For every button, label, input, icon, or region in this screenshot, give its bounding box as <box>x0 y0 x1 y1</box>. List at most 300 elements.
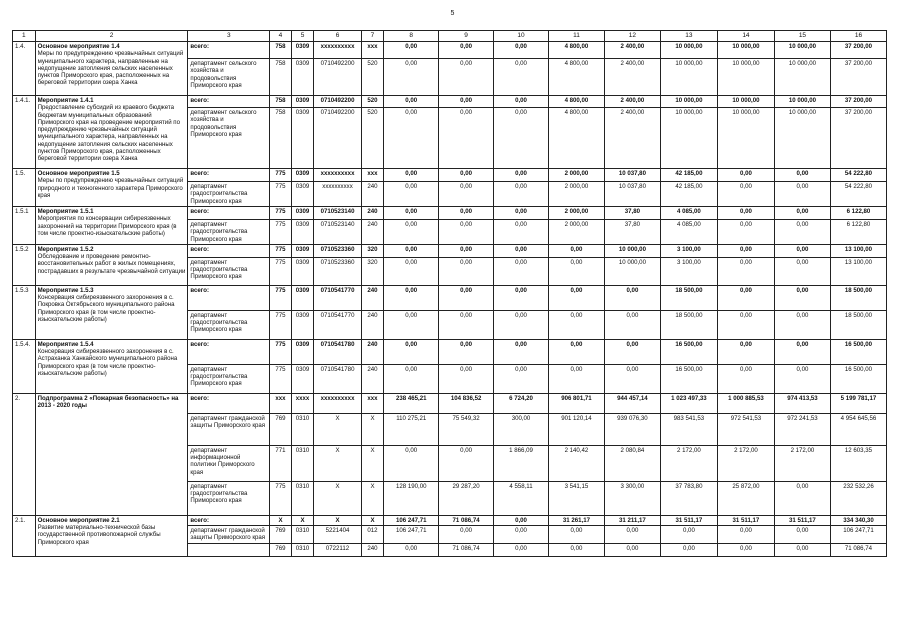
code-cell: 240 <box>361 207 384 220</box>
code-cell: 0309 <box>291 169 314 182</box>
amount-cell: 0,00 <box>774 169 830 182</box>
header-cell: 13 <box>660 31 717 42</box>
code-cell: X <box>314 445 361 481</box>
amount-cell: 18 500,00 <box>830 285 886 310</box>
amount-cell: 4 800,00 <box>548 96 604 108</box>
code-cell: 769 <box>270 413 292 445</box>
code-cell: 012 <box>361 526 384 544</box>
amount-cell: 0,00 <box>604 285 660 310</box>
code-cell: 240 <box>361 339 384 364</box>
amount-cell: 1 023 497,33 <box>660 393 717 413</box>
amount-cell: 4 954 645,56 <box>830 413 886 445</box>
amount-cell: 42 185,00 <box>660 182 717 207</box>
amount-cell: 0,00 <box>717 182 774 207</box>
amount-cell: 0,00 <box>439 96 494 108</box>
code-cell: X <box>314 413 361 445</box>
code-cell: 0710523360 <box>314 257 361 285</box>
amount-cell: 0,00 <box>494 285 549 310</box>
header-cell: 9 <box>439 31 494 42</box>
code-cell: 0710541770 <box>314 310 361 339</box>
amount-cell: 0,00 <box>774 244 830 257</box>
amount-cell: 10 000,00 <box>717 96 774 108</box>
amount-cell: 0,00 <box>548 257 604 285</box>
code-cell: 0710492200 <box>314 96 361 108</box>
code-cell: 0710541780 <box>314 339 361 364</box>
code-cell: X <box>291 515 314 525</box>
amount-cell: 0,00 <box>384 207 439 220</box>
amount-cell: 31 511,17 <box>717 515 774 525</box>
amount-cell: 2 400,00 <box>604 108 660 169</box>
executor-label: департамент градостроительства Приморского края <box>188 182 270 207</box>
amount-cell: 0,00 <box>774 220 830 245</box>
executor-label: департамент градостроительства Приморского края <box>188 364 270 393</box>
amount-cell: 104 836,52 <box>439 393 494 413</box>
executor-label: всего: <box>188 42 270 59</box>
amount-cell: 0,00 <box>548 543 604 556</box>
amount-cell: 16 500,00 <box>660 364 717 393</box>
activity-description: Меры по предупреждению чрезвычайных ситуаций муниципального характера, направленные на недопущение затопления сельских населенных пунктов Приморского края, расположенных на береговой территории озера Ханка <box>37 50 184 87</box>
header-cell: 1 <box>13 31 36 42</box>
activity-name <box>35 42 188 96</box>
code-cell: 0710492200 <box>314 108 361 169</box>
activity-name <box>35 515 188 556</box>
amount-cell: 37,80 <box>604 220 660 245</box>
amount-cell: 10 000,00 <box>774 96 830 108</box>
amount-cell: 0,00 <box>439 257 494 285</box>
code-cell: 5221404 <box>314 526 361 544</box>
amount-cell: 0,00 <box>774 257 830 285</box>
amount-cell: 0,00 <box>384 220 439 245</box>
amount-cell: 3 541,15 <box>548 481 604 515</box>
amount-cell: 0,00 <box>774 543 830 556</box>
amount-cell: 10 000,00 <box>774 42 830 59</box>
code-cell: 240 <box>361 310 384 339</box>
code-cell: X <box>361 481 384 515</box>
amount-cell: 10 037,80 <box>604 169 660 182</box>
amount-cell: 0,00 <box>548 526 604 544</box>
amount-cell: 0,00 <box>604 526 660 544</box>
amount-cell: 0,00 <box>494 42 549 59</box>
code-cell: 0309 <box>291 108 314 169</box>
code-cell: xxx <box>361 42 384 59</box>
amount-cell: 0,00 <box>717 257 774 285</box>
code-cell: 775 <box>270 244 292 257</box>
amount-cell: 1 866,09 <box>494 445 549 481</box>
table-row <box>13 42 887 59</box>
amount-cell: 0,00 <box>494 59 549 96</box>
amount-cell: 0,00 <box>604 310 660 339</box>
executor-label: департамент градостроительства Приморского края <box>188 257 270 285</box>
header-cell: 7 <box>361 31 384 42</box>
amount-cell: 0,00 <box>384 285 439 310</box>
amount-cell: 0,00 <box>384 445 439 481</box>
row-number: 1.5.3 <box>13 285 36 339</box>
code-cell: 758 <box>270 59 292 96</box>
code-cell: 775 <box>270 285 292 310</box>
amount-cell: 13 100,00 <box>830 244 886 257</box>
code-cell: 0710541780 <box>314 364 361 393</box>
amount-cell: 10 000,00 <box>604 244 660 257</box>
code-cell: 0309 <box>291 364 314 393</box>
amount-cell: 37 200,00 <box>830 96 886 108</box>
amount-cell: 106 247,71 <box>384 515 439 525</box>
activity-title: Основное мероприятие 2.1 <box>37 516 120 524</box>
header-cell: 10 <box>494 31 549 42</box>
amount-cell: 901 120,14 <box>548 413 604 445</box>
amount-cell: 0,00 <box>717 220 774 245</box>
executor-label: департамент гражданской защиты Приморского края <box>188 413 270 445</box>
row-number: 2.1. <box>13 515 36 556</box>
code-cell: 0309 <box>291 59 314 96</box>
activity-description: Развитие материально-технической базы государственной противопожарной службы Приморского края <box>37 524 161 546</box>
code-cell: 758 <box>270 108 292 169</box>
amount-cell: 0,00 <box>717 207 774 220</box>
executor-label: всего: <box>188 285 270 310</box>
activity-description: Обследование и проведение ремонтно-восстановительных работ в жилых помещениях, пострадавших в результате чрезвычайной ситуации <box>37 253 186 275</box>
amount-cell: 2 000,00 <box>548 169 604 182</box>
amount-cell: 0,00 <box>494 310 549 339</box>
code-cell: 0710523140 <box>314 220 361 245</box>
amount-cell: 0,00 <box>384 182 439 207</box>
code-cell: 320 <box>361 244 384 257</box>
amount-cell: 71 086,74 <box>439 543 494 556</box>
table-row <box>13 244 887 257</box>
amount-cell: 0,00 <box>384 59 439 96</box>
amount-cell: 106 247,71 <box>384 526 439 544</box>
amount-cell: 110 275,21 <box>384 413 439 445</box>
amount-cell: 31 511,17 <box>774 515 830 525</box>
amount-cell: 0,00 <box>494 96 549 108</box>
amount-cell: 0,00 <box>494 339 549 364</box>
amount-cell: 0,00 <box>439 364 494 393</box>
code-cell: X <box>361 515 384 525</box>
amount-cell: 0,00 <box>494 108 549 169</box>
amount-cell: 18 500,00 <box>830 310 886 339</box>
code-cell: 0310 <box>291 413 314 445</box>
header-cell: 15 <box>774 31 830 42</box>
amount-cell: 0,00 <box>439 285 494 310</box>
activity-name <box>35 169 188 207</box>
code-cell: 0710523140 <box>314 207 361 220</box>
code-cell: 240 <box>361 285 384 310</box>
activity-title: Мероприятие 1.5.4 <box>37 340 94 348</box>
code-cell: 0310 <box>291 526 314 544</box>
amount-cell: 0,00 <box>439 220 494 245</box>
amount-cell: 0,00 <box>494 526 549 544</box>
amount-cell: 16 500,00 <box>660 339 717 364</box>
activity-name <box>35 244 188 285</box>
amount-cell: 0,00 <box>717 310 774 339</box>
amount-cell: 37 200,00 <box>830 59 886 96</box>
amount-cell: 0,00 <box>439 59 494 96</box>
activity-description: Мероприятия по консервации сибиреязвенных захоронений на территории Приморского края (в том числе проектно-изыскательские работы) <box>37 215 177 237</box>
amount-cell: 18 500,00 <box>660 310 717 339</box>
code-cell: 775 <box>270 169 292 182</box>
amount-cell: 0,00 <box>717 543 774 556</box>
code-cell: 0309 <box>291 244 314 257</box>
amount-cell: 13 100,00 <box>830 257 886 285</box>
amount-cell: 16 500,00 <box>830 339 886 364</box>
amount-cell: 31 211,17 <box>604 515 660 525</box>
code-cell: xxx <box>361 169 384 182</box>
code-cell: 758 <box>270 96 292 108</box>
code-cell: 775 <box>270 207 292 220</box>
amount-cell: 906 801,71 <box>548 393 604 413</box>
amount-cell: 37 783,80 <box>660 481 717 515</box>
executor-label: всего: <box>188 515 270 525</box>
amount-cell: 0,00 <box>604 339 660 364</box>
executor-label: департамент сельского хозяйства и продовольствия Приморского края <box>188 108 270 169</box>
amount-cell: 25 872,00 <box>717 481 774 515</box>
header-cell: 11 <box>548 31 604 42</box>
amount-cell: 37 200,00 <box>830 108 886 169</box>
activity-description: Консервация сибиреязвенного захоронения в с. Покровка Октябрьского муниципального района Приморского края (в том числе проектно-изыскательские работы) <box>37 294 175 324</box>
amount-cell: 2 140,42 <box>548 445 604 481</box>
code-cell: X <box>361 445 384 481</box>
activity-title: Мероприятие 1.5.3 <box>37 286 94 294</box>
amount-cell: 6 122,80 <box>830 220 886 245</box>
code-cell: xxxxxxxxxx <box>314 182 361 207</box>
code-cell: 240 <box>361 220 384 245</box>
activity-title: Мероприятие 1.5.1 <box>37 208 94 215</box>
amount-cell: 0,00 <box>774 285 830 310</box>
table-row <box>13 207 887 220</box>
amount-cell: 0,00 <box>717 244 774 257</box>
executor-label: всего: <box>188 244 270 257</box>
activity-title: Мероприятие 1.4.1 <box>37 97 94 104</box>
page-number: 5 <box>450 10 455 17</box>
amount-cell: 238 465,21 <box>384 393 439 413</box>
amount-cell: 0,00 <box>774 207 830 220</box>
activity-title: Основное мероприятие 1.5 <box>37 170 120 177</box>
amount-cell: 10 000,00 <box>660 42 717 59</box>
header-cell: 12 <box>604 31 660 42</box>
code-cell: xxxx <box>291 393 314 413</box>
amount-cell: 1 000 885,53 <box>717 393 774 413</box>
amount-cell: 0,00 <box>494 244 549 257</box>
executor-label: департамент градостроительства Приморского края <box>188 481 270 515</box>
activity-name <box>35 96 188 169</box>
amount-cell: 0,00 <box>384 96 439 108</box>
activity-description: Консервация сибиреязвенного захоронения в с. Астраханка Ханкайского муниципального района Приморского края (в том числе проектно-изыскательские работы) <box>37 348 178 378</box>
code-cell: 0309 <box>291 207 314 220</box>
amount-cell: 0,00 <box>774 339 830 364</box>
amount-cell: 10 000,00 <box>774 108 830 169</box>
amount-cell: 0,00 <box>660 526 717 544</box>
activity-title: Основное мероприятие 1.4 <box>37 43 120 50</box>
code-cell: 775 <box>270 220 292 245</box>
row-number: 1.5. <box>13 169 36 207</box>
amount-cell: 0,00 <box>439 310 494 339</box>
amount-cell: 0,00 <box>384 310 439 339</box>
amount-cell: 10 000,00 <box>660 108 717 169</box>
amount-cell: 300,00 <box>494 413 549 445</box>
row-number: 1.5.2 <box>13 244 36 285</box>
amount-cell: 0,00 <box>494 207 549 220</box>
header-row <box>13 31 887 42</box>
amount-cell: 4 085,00 <box>660 220 717 245</box>
amount-cell: 0,00 <box>439 182 494 207</box>
amount-cell: 2 172,00 <box>660 445 717 481</box>
amount-cell: 0,00 <box>717 526 774 544</box>
amount-cell: 54 222,80 <box>830 182 886 207</box>
amount-cell: 939 076,30 <box>604 413 660 445</box>
executor-label: всего: <box>188 96 270 108</box>
code-cell: xxx <box>270 393 292 413</box>
amount-cell: 10 000,00 <box>717 108 774 169</box>
table-row <box>13 515 887 525</box>
amount-cell: 75 549,32 <box>439 413 494 445</box>
amount-cell: 0,00 <box>384 169 439 182</box>
code-cell: 520 <box>361 96 384 108</box>
header-cell: 8 <box>384 31 439 42</box>
amount-cell: 972 541,53 <box>717 413 774 445</box>
amount-cell: 128 190,00 <box>384 481 439 515</box>
code-cell: xxxxxxxxxx <box>314 42 361 59</box>
amount-cell: 10 000,00 <box>660 96 717 108</box>
row-number: 2. <box>13 393 36 515</box>
amount-cell: 232 532,26 <box>830 481 886 515</box>
code-cell: X <box>361 413 384 445</box>
activity-name <box>35 393 188 515</box>
code-cell: 771 <box>270 445 292 481</box>
amount-cell: 2 000,00 <box>548 207 604 220</box>
code-cell: 0309 <box>291 96 314 108</box>
executor-label: департамент гражданской защиты Приморского края <box>188 526 270 544</box>
amount-cell: 974 413,53 <box>774 393 830 413</box>
amount-cell: 972 241,53 <box>774 413 830 445</box>
amount-cell: 0,00 <box>548 364 604 393</box>
amount-cell: 42 185,00 <box>660 169 717 182</box>
amount-cell: 10 000,00 <box>774 59 830 96</box>
table-row <box>13 339 887 364</box>
row-number: 1.5.4. <box>13 339 36 393</box>
executor-label: департамент градостроительства Приморского края <box>188 220 270 245</box>
header-cell: 6 <box>314 31 361 42</box>
amount-cell: 0,00 <box>439 339 494 364</box>
amount-cell: 0,00 <box>717 364 774 393</box>
amount-cell: 944 457,14 <box>604 393 660 413</box>
code-cell: 769 <box>270 543 292 556</box>
amount-cell: 4 800,00 <box>548 108 604 169</box>
executor-label: всего: <box>188 339 270 364</box>
code-cell: 758 <box>270 42 292 59</box>
amount-cell: 0,00 <box>548 285 604 310</box>
amount-cell: 3 100,00 <box>660 257 717 285</box>
code-cell: 0309 <box>291 257 314 285</box>
code-cell: xxxxxxxxxx <box>314 393 361 413</box>
amount-cell: 2 080,84 <box>604 445 660 481</box>
code-cell: 775 <box>270 182 292 207</box>
amount-cell: 2 172,00 <box>774 445 830 481</box>
budget-table <box>12 30 887 557</box>
amount-cell: 2 000,00 <box>548 182 604 207</box>
activity-title: Подпрограмма 2 «Пожарная безопасность» на 2013 - 2020 годы <box>37 394 179 410</box>
amount-cell: 0,00 <box>439 445 494 481</box>
amount-cell: 0,00 <box>439 526 494 544</box>
activity-name <box>35 339 188 393</box>
executor-label: департамент сельского хозяйства и продовольствия Приморского края <box>188 59 270 96</box>
code-cell: 240 <box>361 182 384 207</box>
amount-cell: 6 724,20 <box>494 393 549 413</box>
amount-cell: 0,00 <box>384 257 439 285</box>
amount-cell: 0,00 <box>384 364 439 393</box>
amount-cell: 6 122,80 <box>830 207 886 220</box>
amount-cell: 334 340,30 <box>830 515 886 525</box>
amount-cell: 983 541,53 <box>660 413 717 445</box>
amount-cell: 0,00 <box>604 543 660 556</box>
amount-cell: 0,00 <box>494 543 549 556</box>
amount-cell: 0,00 <box>494 257 549 285</box>
amount-cell: 0,00 <box>439 108 494 169</box>
amount-cell: 0,00 <box>548 244 604 257</box>
executor-label: всего: <box>188 207 270 220</box>
row-number: 1.4.1. <box>13 96 36 169</box>
amount-cell: 0,00 <box>494 364 549 393</box>
code-cell: 320 <box>361 257 384 285</box>
amount-cell: 71 086,74 <box>830 543 886 556</box>
amount-cell: 37 200,00 <box>830 42 886 59</box>
amount-cell: 0,00 <box>774 364 830 393</box>
amount-cell: 0,00 <box>494 515 549 525</box>
amount-cell: 12 603,35 <box>830 445 886 481</box>
row-number: 1.4. <box>13 42 36 96</box>
amount-cell: 0,00 <box>439 244 494 257</box>
amount-cell: 10 000,00 <box>717 59 774 96</box>
code-cell: X <box>314 481 361 515</box>
code-cell: 520 <box>361 59 384 96</box>
amount-cell: 0,00 <box>384 339 439 364</box>
amount-cell: 4 800,00 <box>548 42 604 59</box>
amount-cell: 0,00 <box>660 543 717 556</box>
code-cell: 0309 <box>291 220 314 245</box>
amount-cell: 0,00 <box>774 310 830 339</box>
amount-cell: 0,00 <box>717 339 774 364</box>
amount-cell: 0,00 <box>384 543 439 556</box>
code-cell: 775 <box>270 364 292 393</box>
header-cell: 3 <box>188 31 270 42</box>
amount-cell: 3 100,00 <box>660 244 717 257</box>
table-row <box>13 96 887 108</box>
code-cell: X <box>314 515 361 525</box>
amount-cell: 0,00 <box>604 364 660 393</box>
amount-cell: 10 000,00 <box>604 257 660 285</box>
amount-cell: 0,00 <box>717 285 774 310</box>
code-cell: 0309 <box>291 182 314 207</box>
code-cell: 0722112 <box>314 543 361 556</box>
header-cell: 2 <box>35 31 188 42</box>
code-cell: 240 <box>361 364 384 393</box>
activity-name <box>35 207 188 245</box>
table-row <box>13 169 887 182</box>
amount-cell: 0,00 <box>774 481 830 515</box>
amount-cell: 0,00 <box>774 182 830 207</box>
code-cell: 0310 <box>291 481 314 515</box>
code-cell: 0309 <box>291 285 314 310</box>
code-cell: 775 <box>270 257 292 285</box>
amount-cell: 4 085,00 <box>660 207 717 220</box>
code-cell: 775 <box>270 339 292 364</box>
activity-name <box>35 285 188 339</box>
amount-cell: 0,00 <box>494 220 549 245</box>
amount-cell: 3 300,00 <box>604 481 660 515</box>
amount-cell: 0,00 <box>384 42 439 59</box>
code-cell: 0309 <box>291 310 314 339</box>
amount-cell: 2 400,00 <box>604 42 660 59</box>
code-cell: 0310 <box>291 543 314 556</box>
header-cell: 5 <box>291 31 314 42</box>
amount-cell: 31 261,17 <box>548 515 604 525</box>
